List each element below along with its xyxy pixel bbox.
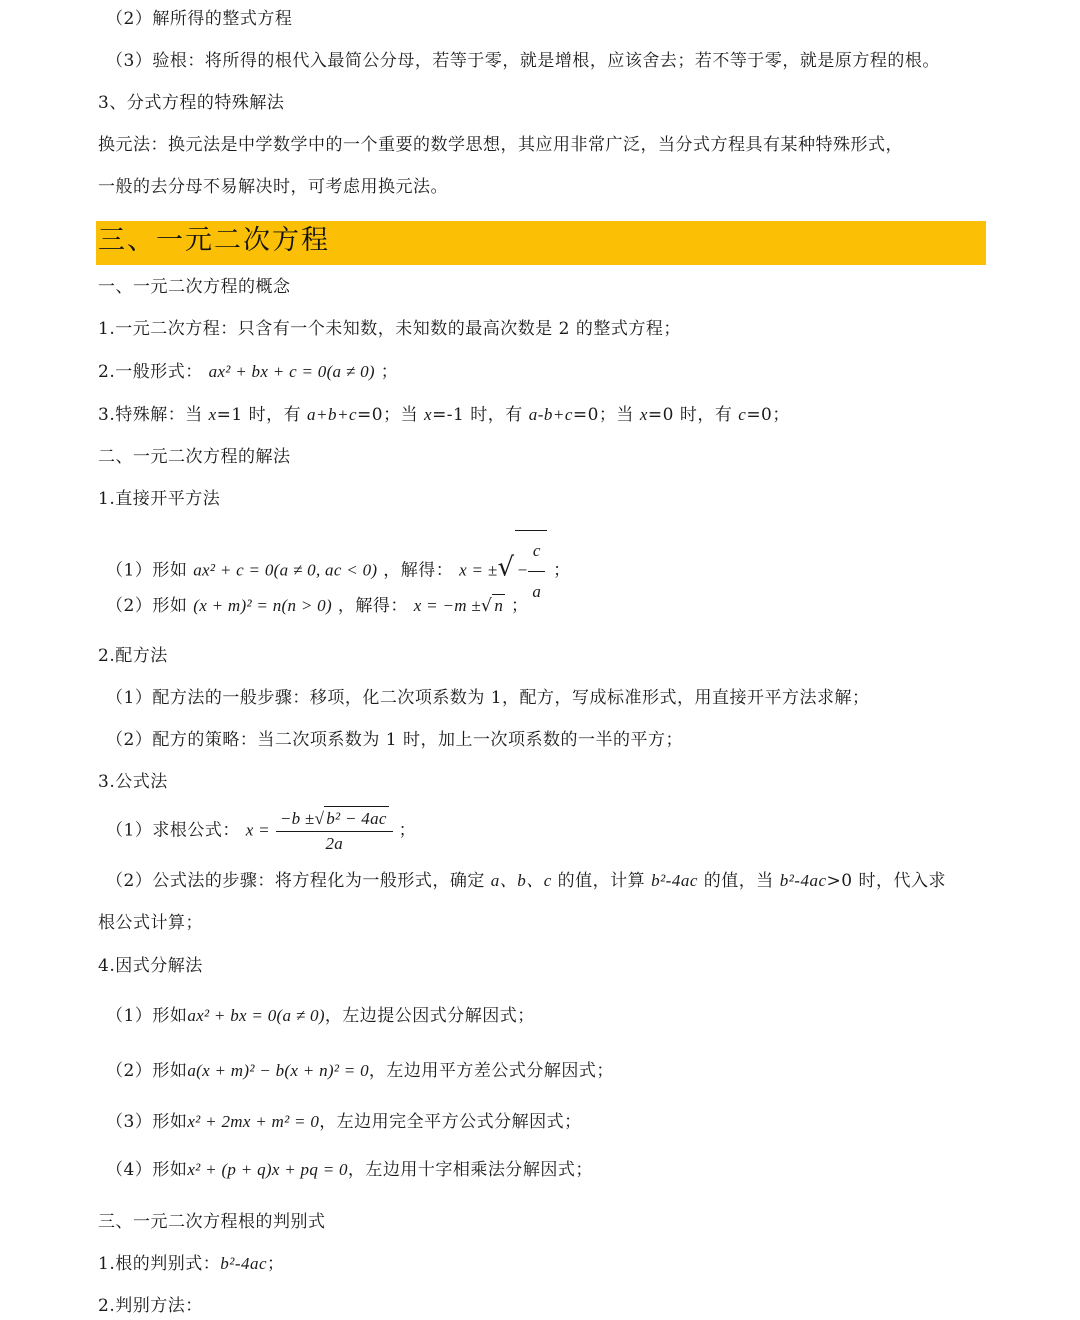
expr: a-b+c: [528, 405, 573, 424]
punct: ；: [511, 596, 529, 616]
numerator: [276, 806, 393, 832]
text: ，左边提公因式分解因式；: [324, 1006, 535, 1026]
text: =0 时，有: [647, 405, 739, 425]
text: 的值，当: [697, 871, 780, 891]
denominator: 2a: [325, 834, 344, 853]
expr: b²-4ac: [220, 1254, 268, 1273]
text: （2）公式法的步骤：将方程化为一般形式，确定: [106, 871, 491, 891]
text: =0；: [746, 405, 790, 425]
direct-case-2: [106, 594, 529, 617]
label: （2）形如: [106, 1061, 188, 1081]
text-line: （3）验根：将所得的根代入最简公分母，若等于零，就是增根，应该舍去；若不等于零，就是原方程的根。: [106, 51, 940, 71]
equation: x² + 2mx + m² = 0: [187, 1112, 320, 1131]
punct: ；: [553, 560, 571, 581]
method-title: 2.配方法: [98, 646, 168, 666]
label: 2.一般形式：: [98, 362, 203, 382]
punct: ；: [267, 1254, 285, 1274]
text: 3.特殊解：当: [98, 405, 209, 425]
label: （3）形如: [106, 1112, 188, 1132]
punct: ；: [380, 362, 399, 382]
text: =-1 时，有: [432, 405, 529, 425]
equation: ax² + c = 0(a ≠ 0, ac < 0): [193, 560, 378, 580]
special-solution-line: [98, 404, 790, 426]
text: ，解得：: [337, 596, 408, 616]
label: （1）形如: [106, 560, 188, 581]
label: （2）形如: [106, 596, 188, 616]
discriminant-expr: b²-4ac: [651, 871, 698, 890]
lhs: x =: [245, 820, 270, 840]
punct: ；: [398, 820, 417, 841]
label: （1）形如: [106, 1006, 188, 1026]
section-heading: 一、一元二次方程的概念: [98, 277, 291, 297]
equation: (x + m)² = n(n > 0): [193, 596, 332, 615]
var: x: [208, 405, 217, 424]
formula: ax² + bx + c = 0(a ≠ 0): [208, 362, 375, 381]
text-line: 换元法：换元法是中学数学中的一个重要的数学思想，其应用非常广泛，当分式方程具有某种特殊形式，: [98, 135, 903, 155]
radicand: b² − 4ac: [324, 806, 389, 831]
label: （1）求根公式：: [106, 820, 240, 841]
discriminant-expr: b²-4ac: [779, 871, 827, 890]
var: x: [424, 405, 433, 424]
var: x: [639, 405, 648, 424]
text: =0；当: [572, 405, 640, 425]
num-part: −b ±: [279, 809, 315, 828]
text-line: 2.判别方法：: [98, 1296, 203, 1316]
text-line: （2）配方的策略：当二次项系数为 1 时，加上一次项系数的一半的平方；: [106, 730, 683, 750]
factor-case-1: [106, 1005, 535, 1027]
factor-case-3: [106, 1111, 582, 1133]
expr: c: [738, 405, 747, 424]
solution-lhs: x = ±: [459, 560, 498, 580]
fraction: [528, 531, 545, 612]
formula-steps-line: [106, 870, 946, 892]
expr: a+b+c: [307, 405, 358, 424]
text: >0 时，代入求: [826, 871, 946, 891]
equation: ax² + bx = 0(a ≠ 0): [187, 1006, 325, 1025]
text: =1 时，有: [216, 405, 308, 425]
numerator: c: [528, 531, 545, 572]
solution: x = −m ±: [413, 596, 481, 615]
vars: a、b、c: [490, 871, 552, 890]
sqrt-sign: √: [497, 552, 515, 583]
denominator: a: [532, 582, 542, 601]
minus: −: [516, 560, 529, 580]
text: ，左边用完全平方公式分解因式；: [319, 1112, 582, 1132]
text-line: （2）解所得的整式方程: [106, 9, 293, 29]
sqrt-sign: √: [314, 809, 325, 828]
general-form-line: [98, 361, 398, 383]
section-heading: 二、一元二次方程的解法: [98, 447, 291, 467]
radicand: n: [494, 596, 504, 615]
quadratic-formula-line: [106, 806, 416, 856]
sqrt-sign: √: [480, 596, 493, 616]
factor-case-4: [106, 1159, 593, 1181]
text-line: 1.一元二次方程：只含有一个未知数，未知数的最高次数是 2 的整式方程；: [98, 319, 681, 339]
label: （4）形如: [106, 1160, 188, 1180]
text: ，解得：: [383, 560, 454, 581]
factor-case-2: [106, 1060, 614, 1082]
method-title: 3.公式法: [98, 772, 168, 792]
label: 1.根的判别式：: [98, 1254, 221, 1274]
subheading: 3、分式方程的特殊解法: [98, 93, 285, 113]
text-line: （1）配方法的一般步骤：移项，化二次项系数为 1，配方，写成标准形式，用直接开平方法求解；: [106, 688, 870, 708]
method-title: 4.因式分解法: [98, 956, 203, 976]
text: 的值，计算: [551, 871, 652, 891]
equation: x² + (p + q)x + pq = 0: [187, 1160, 348, 1179]
text: =0；当: [357, 405, 425, 425]
section-heading: 三、一元二次方程根的判别式: [98, 1212, 326, 1232]
text-line: 根公式计算；: [98, 913, 203, 933]
text: ，左边用十字相乘法分解因式；: [347, 1160, 593, 1180]
section-title: 三、一元二次方程: [98, 225, 330, 256]
method-title: 1.直接开平方法: [98, 489, 221, 509]
text: ，左边用平方差公式分解因式；: [368, 1061, 614, 1081]
text-line: 一般的去分母不易解决时，可考虑用换元法。: [98, 177, 448, 197]
fraction: [276, 806, 393, 856]
discriminant-line: [98, 1253, 285, 1275]
equation: a(x + m)² − b(x + n)² = 0: [187, 1061, 369, 1080]
